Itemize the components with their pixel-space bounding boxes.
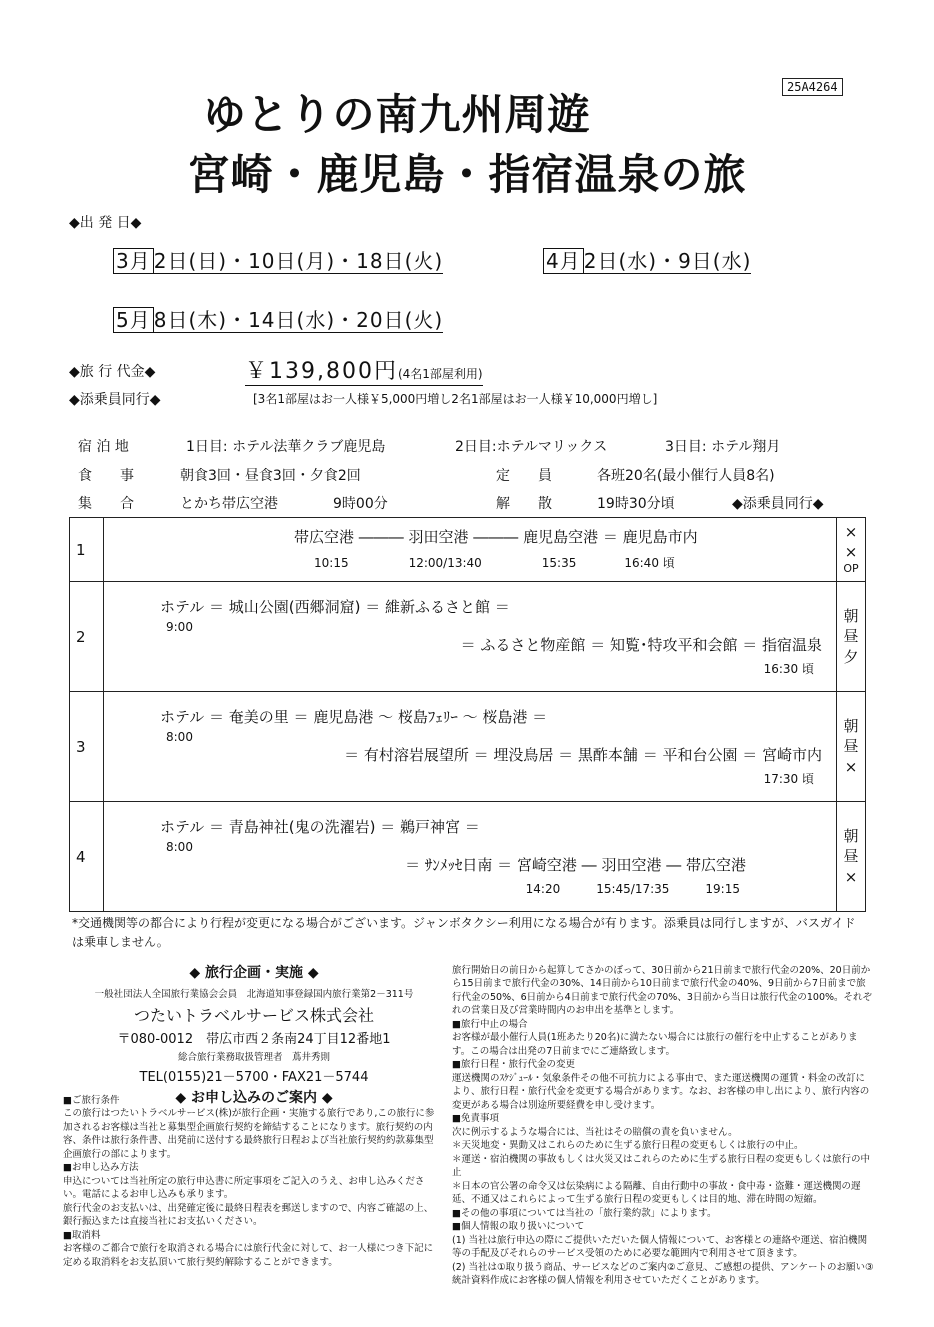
terms-paragraph: お客様が最小催行人員(1班あたり20名)に満たない場合には旅行の催行を中止することがあります。この場合は出発の7日前までにご連絡致します。 xyxy=(452,1032,858,1057)
company-block xyxy=(69,962,439,1107)
dismiss-label: 解 散 xyxy=(496,496,552,512)
day-meals xyxy=(837,802,866,912)
dates-march: 2日(日)・10日(月)・18日(火) xyxy=(153,249,444,273)
day-number: 3 xyxy=(70,692,104,802)
meet-label: 集 合 xyxy=(78,496,134,512)
terms-heading: ■個人情報の取り扱いについて xyxy=(452,1221,585,1233)
lodging-day3: 3日目: ホテル翔月 xyxy=(665,439,781,455)
route-time: 17:30 頃 xyxy=(763,772,814,786)
terms-paragraph: 旅行代金のお支払いは、出発確定後に最終日程表を郵送しますので、内容ご確認の上、銀行振込または直接当社にお支払いください。 xyxy=(63,1202,434,1228)
terms-right xyxy=(452,964,874,1288)
price-note: (4名1部屋利用) xyxy=(397,367,483,381)
meal-breakfast: × xyxy=(844,522,858,541)
title-line2: 宮崎・鹿児島・指宿温泉の旅 xyxy=(187,150,747,199)
day-meals xyxy=(837,518,866,582)
day-number: 1 xyxy=(70,518,104,582)
itinerary-table xyxy=(69,517,866,912)
tour-code: 25A4264 xyxy=(782,78,843,96)
route-line: ホテル ＝ 城山公園(西郷洞窟) ＝ 維新ふるさと館 ＝ xyxy=(160,598,510,616)
escort-label: ◆添乗員同行◆ xyxy=(69,392,161,408)
route-line: ＝ ふるさと物産館 ＝ 知覧･特攻平和会館 ＝ 指宿温泉 xyxy=(460,636,822,654)
meet-time: 9時00分 xyxy=(333,496,388,512)
meals-label: 食 事 xyxy=(78,468,134,484)
terms-heading: ■旅行日程・旅行代金の変更 xyxy=(452,1059,575,1071)
meal-breakfast: 朝 xyxy=(843,717,859,736)
route-times: 10:15 12:00/13:40 15:35 16:40 頃 xyxy=(314,556,675,570)
route-line: ホテル ＝ 青島神社(鬼の洗濯岩) ＝ 鵜戸神宮 ＝ xyxy=(160,818,480,836)
lodging-day1: 1日目: ホテル法華クラブ鹿児島 xyxy=(186,439,386,455)
month-april: 4月 xyxy=(543,248,584,274)
departure-row2 xyxy=(113,304,443,333)
terms-heading: ■お申し込み方法 xyxy=(63,1162,139,1174)
terms-paragraph: ＊天災地変・異動又はこれらのために生ずる旅行日程の変更もしくは旅行の中止。 xyxy=(452,1140,804,1152)
itinerary-day1 xyxy=(70,518,866,582)
terms-paragraph: お客様のご都合で旅行を取消される場合には旅行代金に対して、お一人様につき下記に定める取消料をお支払頂いて旅行契約解除することができます。 xyxy=(63,1243,434,1268)
terms-heading: ■免責事項 xyxy=(452,1113,499,1125)
terms-heading: ■旅行中止の場合 xyxy=(452,1018,528,1030)
route-time: 8:00 xyxy=(166,730,193,744)
itinerary-day2 xyxy=(70,582,866,692)
month-may: 5月 xyxy=(113,307,154,333)
lodging-label: 宿 泊 地 xyxy=(78,439,129,455)
meal-lunch: × xyxy=(844,543,858,562)
meal-lunch: 昼 xyxy=(843,847,859,866)
price-label: ◆旅 行 代金◆ xyxy=(69,364,156,380)
itinerary-day3 xyxy=(70,692,866,802)
company-tel: TEL(0155)21－5700・FAX21－5744 xyxy=(139,1070,369,1085)
terms-paragraph: 申込については当社所定の旅行申込書に所定事項をご記入のうえ、お申し込みください。電話によるお申し込みも承ります。 xyxy=(63,1175,425,1201)
meal-lunch: 昼 xyxy=(843,627,859,646)
day-number: 4 xyxy=(70,802,104,912)
meal-dinner: × xyxy=(844,867,858,886)
meet-place: とかち帯広空港 xyxy=(180,496,278,512)
company-assoc: 一般社団法人全国旅行業協会会員 北海道知事登録国内旅行業第2－311号 xyxy=(94,989,414,1000)
meal-lunch: 昼 xyxy=(843,737,859,756)
itinerary-day4 xyxy=(70,802,866,912)
terms-paragraph: (2) 当社は①取り扱う商品、サービスなどのご案内②ご意見、ご感想の提供、アンケートのお願い③統計資料作成にお客様の個人情報を利用させていただくことがあります。 xyxy=(452,1261,874,1287)
price xyxy=(245,354,483,386)
day-number: 2 xyxy=(70,582,104,692)
departure-row1 xyxy=(113,245,443,274)
meals-value: 朝食3回・昼食3回・夕食2回 xyxy=(180,468,361,484)
terms-heading: ■ご旅行条件 xyxy=(63,1095,120,1106)
company-name: つたいトラベルサービス株式会社 xyxy=(133,1006,374,1025)
escort-note: [3名1部屋はお一人様￥5,000円増し2名1部屋はお一人様￥10,000円増し] xyxy=(253,392,658,406)
price-value: ￥139,800円 xyxy=(245,359,398,384)
meal-breakfast: 朝 xyxy=(843,827,859,846)
company-manager: 総合旅行業務取扱管理者 蔦井秀則 xyxy=(177,1052,330,1063)
route-line: ＝ 有村溶岩展望所 ＝ 埋没鳥居 ＝ 黒酢本舗 ＝ 平和台公園 ＝ 宮崎市内 xyxy=(344,746,822,764)
itinerary-notice: *交通機関等の都合により行程が変更になる場合がございます。ジャンボタクシー利用になる場合が有ります。添乗員は同行しますが、バスガイドは乗車しません。 xyxy=(72,916,856,949)
day-meals xyxy=(837,692,866,802)
departure-row1b xyxy=(543,245,751,274)
route-time: 8:00 xyxy=(166,840,193,854)
terms-paragraph: 次に例示するような場合には、当社はその賠償の責を負いません。 xyxy=(452,1126,738,1138)
route-time: 14:20 15:45/17:35 19:15 xyxy=(525,882,740,896)
terms-paragraph: (1) 当社は旅行申込の際にご提供いただいた個人情報について、お客様との連絡や運送、宿泊機関等の手配及びそれらのサービス受領のために必要な範囲内で利用させて頂きます。 xyxy=(452,1234,868,1260)
terms-paragraph: ＊運送・宿泊機関の事故もしくは火災又はこれらのために生ずる旅行日程の変更もしくは旅行の中止 xyxy=(452,1153,871,1179)
terms-paragraph: 旅行開始日の前日から起算してさかのぼって、30日前から21日前まで旅行代金の20%、20日前から15日前まで旅行代金の30%、14日前から10日前まで旅行代金の40%、9日前から7日前まで旅行代金の50%、6日前から4日前まで旅行代金の70%、3日前から当日は旅行代金の100%。それぞれの営業日及び営業時間内のお申出を基準とします。 xyxy=(452,965,873,1017)
terms-heading: ■その他の事項については当社の「旅行業約款」によります。 xyxy=(452,1207,717,1219)
capacity-label: 定 員 xyxy=(496,468,552,484)
meal-dinner: × xyxy=(844,757,858,776)
meal-breakfast: 朝 xyxy=(843,607,859,626)
title-line1: ゆとりの南九州周遊 xyxy=(203,90,591,139)
terms-paragraph: 運送機関のｽｹｼﾞｭｰﾙ・気象条件その他不可抗力による事由で、また運送機関の運賃・料金の改訂により、旅行日程・旅行代金を変更する場合があります。なお、お客様の申し出により、旅行内容の変更がある場合は別途所要経費を申し受けます。 xyxy=(452,1072,870,1111)
terms-paragraph: この旅行はつたいトラベルサービス(株)が旅行企画・実施する旅行であり,この旅行に参加されるお客様は当社と募集型企画旅行契約を締結することになります。旅行契約の内容、条件は旅行条件書、出発前に送付する最終旅行日程および当社旅行契約約款募集型企画旅行の部によります。 xyxy=(63,1108,435,1160)
apply-heading: ◆ お申し込みのご案内 ◆ xyxy=(175,1090,333,1106)
route-line: ホテル ＝ 奄美の里 ＝ 鹿児島港 ～ 桜島ﾌｪﾘｰ ～ 桜島港 ＝ xyxy=(160,708,548,726)
day-route xyxy=(104,582,837,692)
capacity-value: 各班20名(最小催行人員8名) xyxy=(597,468,775,484)
terms-left xyxy=(63,1094,438,1269)
company-heading: ◆ 旅行企画・実施 ◆ xyxy=(189,965,319,981)
day-route xyxy=(104,692,837,802)
day-route xyxy=(104,518,837,582)
dismiss-escort: ◆添乗員同行◆ xyxy=(732,496,824,512)
dismiss-time: 19時30分頃 xyxy=(597,496,675,512)
dates-april: 2日(水)・9日(水) xyxy=(583,249,752,273)
terms-paragraph: ＊日本の官公署の命令又は伝染病による隔離、自由行動中の事故・食中毒・盗難・運送機関の遅延、不通又はこれらによって生ずる旅行日程の変更もしくは目的地、滞在時間の短縮。 xyxy=(452,1180,861,1206)
lodging-day2: 2日目:ホテルマリックス xyxy=(455,439,608,455)
route-line: 帯広空港 ――― 羽田空港 ――― 鹿児島空港 ＝ 鹿児島市内 xyxy=(294,528,698,546)
company-address: 〒080-0012 帯広市西２条南24丁目12番地1 xyxy=(117,1032,391,1047)
terms-heading: ■取消料 xyxy=(63,1229,101,1241)
day-route xyxy=(104,802,837,912)
dates-may: 8日(木)・14日(水)・20日(火) xyxy=(153,308,444,332)
day-meals xyxy=(837,582,866,692)
month-march: 3月 xyxy=(113,248,154,274)
meal-dinner: 夕 xyxy=(843,647,859,666)
route-time: 16:30 頃 xyxy=(763,662,814,676)
route-time: 9:00 xyxy=(166,620,193,634)
departure-label: ◆出 発 日◆ xyxy=(69,215,142,231)
route-line: ＝ ｻﾝﾒｯｾ日南 ＝ 宮崎空港 ― 羽田空港 ― 帯広空港 xyxy=(405,856,746,874)
meal-dinner: OP xyxy=(843,562,859,576)
